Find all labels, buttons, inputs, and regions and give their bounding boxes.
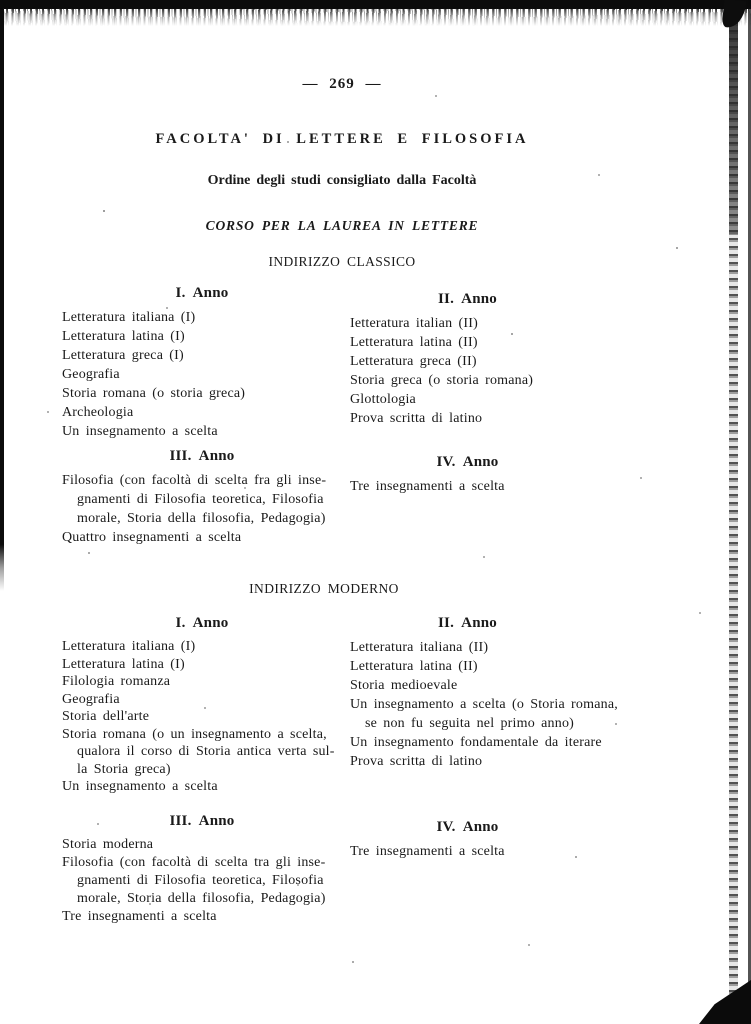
year-heading: I. Anno [175, 285, 229, 301]
course-line: gnamenti di Filosofia teoretica, Filosofia [77, 492, 324, 507]
year-heading: III. Anno [169, 813, 235, 829]
course-line: Quattro insegnamenti a scelta [62, 530, 242, 545]
course-line: Filosofia (con facoltà di scelta tra gli inse- [62, 855, 326, 870]
column-moderno-anno-1 [62, 614, 354, 796]
year-heading: II. Anno [438, 615, 497, 631]
course-line: Letteratura italiana (I) [62, 310, 196, 325]
course-line: Storia dell'arte [62, 709, 150, 724]
course-line: Storia romana (o storia greca) [62, 386, 246, 401]
scan-artifact-gutter-strip [729, 0, 738, 1024]
course-line: morale, Storia della filosofia, Pedagogia) [77, 891, 326, 906]
page-number: — 269 — [302, 76, 382, 92]
course-line: Geografia [62, 367, 120, 382]
faculty-title: FACOLTA' DI LETTERE E FILOSOFIA [155, 131, 529, 147]
scan-artifact-left-edge-line [0, 9, 4, 591]
year-heading: II. Anno [438, 291, 497, 307]
course-line: Geografia [62, 691, 120, 707]
page-subtitle: Ordine degli studi consigliato dalla Facoltà [207, 173, 477, 188]
course-line: Letteratura latina (I) [62, 329, 185, 344]
course-line: Letteratura greca (I) [62, 348, 184, 363]
course-line: Tre insegnamenti a scelta [350, 479, 505, 494]
column-moderno-anno-4 [350, 812, 647, 861]
course-line: Tre insegnamenti a scelta [62, 909, 217, 924]
course-line: Letteratura greca (II) [350, 354, 477, 369]
course-line: Glottologia [350, 392, 416, 407]
scan-artifact-top-noise [0, 8, 751, 26]
course-line: la Storia greca) [77, 761, 171, 777]
column-classico-anno-3 [62, 447, 354, 547]
year-heading: III. Anno [169, 448, 235, 464]
year-heading: IV. Anno [436, 454, 499, 470]
course-line: Letteratura latina (II) [350, 335, 478, 350]
year-heading: IV. Anno [436, 819, 499, 835]
column-moderno-anno-3 [62, 812, 354, 926]
course-line: Un insegnamento a scelta [62, 424, 218, 439]
course-line: Archeologia [62, 405, 134, 420]
course-line: qualora il corso di Storia antica verta sul- [77, 744, 335, 759]
section-heading-classico: INDIRIZZO CLASSICO [268, 254, 416, 269]
course-line: Letteratura latina (I) [62, 656, 185, 672]
course-line: Prova scritta di latino [350, 754, 483, 769]
column-moderno-anno-2 [350, 614, 647, 771]
column-classico-anno-4 [350, 447, 647, 496]
course-line: Storia greca (o storia romana) [350, 373, 534, 388]
course-line: Filosofia (con facoltà di scelta fra gli inse- [62, 473, 327, 488]
course-line: Tre insegnamenti a scelta [350, 844, 505, 859]
course-line: Un insegnamento a scelta [62, 779, 218, 794]
course-line: Letteratura italiana (I) [62, 639, 196, 654]
column-classico-anno-1 [62, 284, 354, 441]
course-line: Filologia romanza [62, 674, 171, 689]
scan-artifact-corner-blob [699, 980, 751, 1024]
course-line: Storia moderna [62, 837, 154, 852]
course-line: Storia romana (o un insegnamento a scelta, [62, 726, 327, 742]
course-line: Letteratura latina (II) [350, 659, 478, 674]
course-line: Un insegnamento fondamentale da iterare [350, 735, 602, 750]
course-line: morale, Storia della filosofia, Pedagogia) [77, 511, 326, 526]
course-line: Prova scritta di latino [350, 411, 483, 426]
course-line: se non fu seguita nel primo anno) [365, 716, 575, 731]
course-line: Ietteratura italian (II) [350, 316, 478, 331]
section-heading-moderno: INDIRIZZO MODERNO [249, 581, 399, 596]
course-title: CORSO PER LA LAUREA IN LETTERE [205, 218, 479, 233]
course-line: Letteratura italiana (II) [350, 640, 489, 655]
course-line: Storia medioevale [350, 678, 458, 693]
year-heading: I. Anno [175, 615, 229, 631]
course-line: gnamenti di Filosofia teoretica, Filosofia [77, 873, 324, 888]
column-classico-anno-2 [350, 284, 647, 428]
course-line: Un insegnamento a scelta (o Storia romana, [350, 697, 618, 712]
